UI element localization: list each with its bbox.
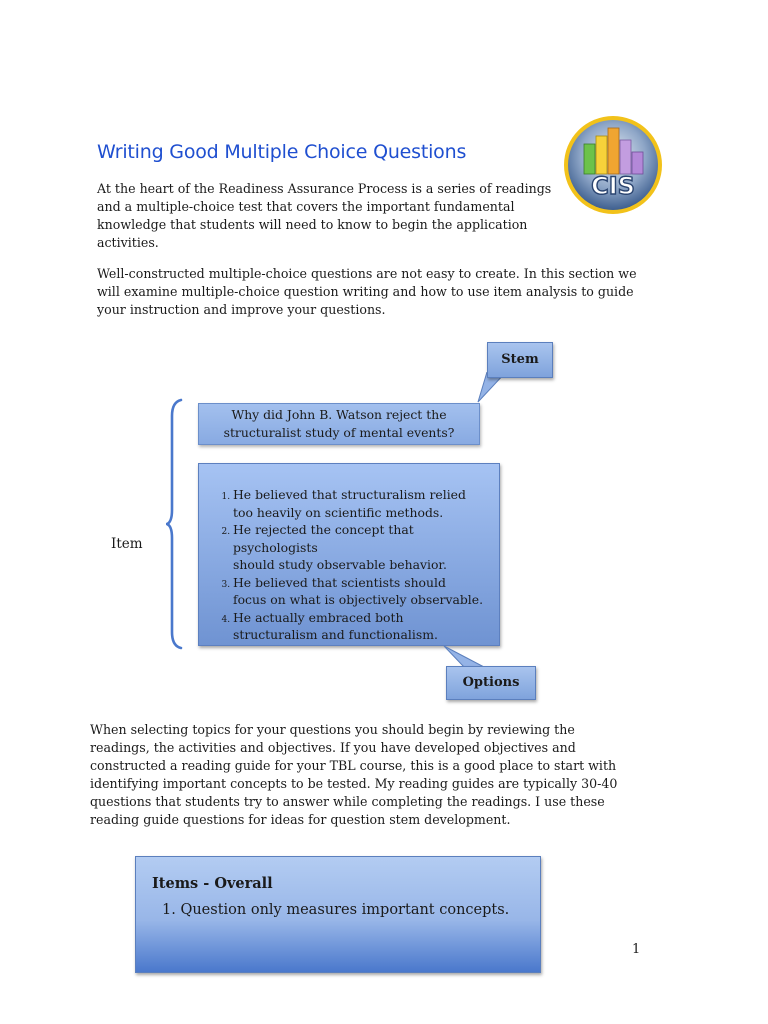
option-item: 4. He actually embraced both structuralism and functionalism.	[233, 609, 499, 644]
option-item: 3. He believed that scientists should focus on what is objectively observable.	[233, 574, 499, 609]
items-overall-box	[135, 856, 541, 973]
items-overall-title: Items - Overall	[152, 875, 273, 892]
cis-logo-icon	[562, 114, 664, 216]
items-overall-item: 1. Question only measures important concepts.	[162, 902, 510, 918]
question-line-1: Why did John B. Watson reject the	[231, 407, 447, 422]
stem-label: Stem	[487, 342, 553, 378]
page-title: Writing Good Multiple Choice Questions	[97, 141, 467, 163]
intro-paragraph: At the heart of the Readiness Assurance Process is a series of readings and a multiple-choice test that covers the important fundamental knowledge that students will need to know to begin the application activities.	[97, 181, 552, 250]
options-box	[198, 463, 500, 646]
third-paragraph: When selecting topics for your questions you should begin by reviewing the readings, the activities and objectives. If you have developed objectives and constructed a reading guide for your TBL course, this is a good place to start with identifying important concepts to be tested. My reading guides are typically 30-40 questions that students try to answer while completing the readings. I use these reading guide questions for ideas for question stem development.	[90, 722, 618, 827]
option-item: 2. He rejected the concept that psychologists should study observable behavior.	[233, 521, 499, 574]
page-number: 1	[632, 942, 641, 957]
options-list	[213, 486, 499, 644]
second-paragraph: Well-constructed multiple-choice questions are not easy to create. In this section we will examine multiple-choice question writing and how to use item analysis to guide your instruction and improve your questions.	[97, 266, 637, 317]
item-label: Item	[111, 536, 143, 552]
options-label: Options	[446, 666, 536, 700]
question-stem-box	[198, 403, 480, 445]
question-line-2: structuralist study of mental events?	[223, 425, 455, 440]
logo-text: CIS	[591, 172, 635, 200]
option-item: 1. He believed that structuralism relied too heavily on scientific methods.	[233, 486, 499, 521]
item-brace	[166, 398, 186, 650]
